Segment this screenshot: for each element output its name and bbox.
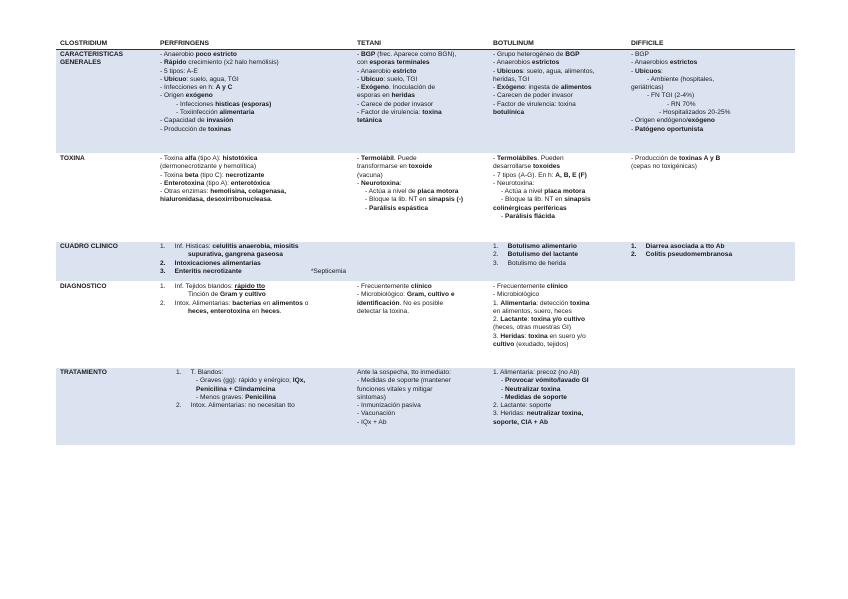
cell-line: identificación. No es posible: [357, 299, 444, 307]
cell-line: (vacuna): [357, 171, 383, 179]
cell-line: 2. Lactante: soporte: [493, 402, 552, 410]
table-cell: [156, 154, 353, 242]
cell-line: - Rápido crecimiento (x2 halo hemólisis): [160, 59, 279, 67]
cell-line: - Microbiológico: [493, 291, 540, 299]
header-cell: PERFRINGENS: [156, 36, 353, 50]
cell-line: - Carecen de poder invasor: [493, 92, 573, 100]
cell-line: - Vacunación: [357, 410, 395, 418]
table-cell: [627, 242, 795, 282]
cell-line: colinérgicas periféricas: [493, 204, 567, 212]
cell-line: soporte, CIA + Ab: [493, 418, 549, 426]
row-label: [56, 154, 156, 242]
cell-line: - Producción de toxinas: [160, 125, 232, 133]
cell-line: - Toxiinfección alimentaria: [176, 109, 255, 117]
cell-line: - Patógeno oportunista: [631, 125, 704, 133]
cell-line: - Ambiente (hospitales,: [647, 75, 715, 83]
table-row: [56, 154, 795, 242]
cell-line: Penicilina + Clindamicina: [196, 385, 276, 393]
cell-line: 1. Inf. Tejidos blandos: rápido tto: [160, 283, 266, 290]
header-cell: DIFFICILE: [627, 36, 795, 50]
cell-line: detectar la toxina.: [357, 307, 410, 315]
cell-line: desarrollarse toxoides: [493, 163, 561, 171]
table-cell: [353, 282, 489, 368]
table-cell: [627, 154, 795, 242]
cell-line: - Hospitalizados 20-25%: [659, 109, 731, 117]
row-label-line: CARACTERÍSTICAS: [60, 51, 124, 58]
cell-line: - Frecuentemente clínico: [493, 283, 568, 290]
cell-line: - Microbiológico: Gram, cultivo e: [357, 291, 455, 299]
row-label: [56, 50, 156, 154]
row-label: [56, 368, 156, 446]
header-cell: TETANI: [353, 36, 489, 50]
cell-line: - Anaerobios estrictos: [493, 59, 560, 67]
cell-line: - Bloque la lib. NT en sinapsis: [501, 196, 591, 204]
cell-line: - BGP (frec. Aparece como BGN),: [357, 51, 457, 58]
cell-line: - Medidas de soporte: [501, 393, 567, 401]
table-cell: [353, 154, 489, 242]
cell-line: 3. Enteritis necrotizante *Septicemia: [160, 267, 346, 275]
cell-line: - Toxina beta (tipo C): necrotizante: [160, 171, 265, 179]
cell-line: 2. Intox. Alimentarias: no necesitan tto: [176, 402, 295, 410]
cell-line: - 5 tipos: A-E: [160, 67, 198, 75]
cell-line: 3. Heridas: neutralizar toxina,: [493, 410, 584, 418]
cell-line: - Capacidad de invasión: [160, 117, 234, 125]
cell-line: funciones vitales y mitigar: [357, 385, 433, 393]
table-row: [56, 242, 795, 282]
cell-line: 1. Inf. Histicas: celulitis anaerobia, miositis: [160, 243, 299, 250]
cell-line: 2. Intoxicaciones alimentarias: [160, 259, 261, 267]
cell-line: - Infecciones en h: A y C: [160, 84, 233, 92]
table-row: [56, 368, 795, 446]
cell-line: - Anaerobio estricto: [357, 67, 417, 75]
cell-line: - BGP: [631, 51, 649, 58]
cell-line: - Neurotoxina:: [357, 179, 402, 187]
cell-line: - Actúa a nivel de placa motora: [365, 188, 459, 196]
cell-line: - Termolábiles. Pueden: [493, 155, 564, 162]
cell-line: Tinción de Gram y cultivo: [188, 291, 266, 299]
cell-line: - Menos graves: Penicilina: [196, 393, 276, 401]
row-label-line: CUADRO CLÍNICO: [60, 243, 118, 250]
cell-line: geriátricas): [631, 84, 664, 92]
cell-line: - Origen endógeno/exógeno: [631, 117, 715, 125]
cell-line: 1. Alimentaria: precoz (no Ab): [493, 369, 580, 376]
cell-line: - Actúa a nivel placa motora: [501, 188, 586, 196]
cell-line: - Grupo heterogéneo de BGP: [493, 51, 580, 58]
table-cell: [353, 368, 489, 446]
cell-line: - Exógeno. Inoculación de: [357, 84, 436, 92]
cell-line: (heces, otras muestras GI): [493, 324, 572, 332]
table-cell: [627, 282, 795, 368]
table-cell: [627, 368, 795, 446]
cell-line: - Medidas de soporte (mantener: [357, 377, 451, 385]
cell-line: - Inmunización pasiva: [357, 402, 421, 410]
cell-line: - Anaerobios estrictos: [631, 59, 698, 67]
cell-line: - Anaerobio poco estricto: [160, 51, 237, 58]
cell-line: - Frecuentemente clínico: [357, 283, 432, 290]
cell-line: - Graves (gg): rápido y enérgico; IQx,: [196, 377, 306, 385]
cell-line: - Enterotoxina (tipo A): enterotóxica: [160, 179, 270, 187]
table-cell: [489, 154, 627, 242]
table-cell: [489, 50, 627, 154]
cell-line: con esporas terminales: [357, 59, 430, 67]
cell-line: tetánica: [357, 117, 382, 125]
row-label-line: DIAGNÓSTICO: [60, 283, 107, 290]
cell-line: 3. Botulismo de herida: [493, 259, 566, 267]
table-cell: [156, 50, 353, 154]
row-label-line: TRATAMIENTO: [60, 369, 107, 376]
row-label: [56, 242, 156, 282]
cell-line: - Exógeno: ingesta de alimentos: [493, 84, 592, 92]
cell-line: (dermonecrotizante y hemolítica): [160, 163, 257, 171]
cell-line: heridas, TGI: [493, 75, 530, 83]
cell-line: - Factor de virulencia: toxina: [493, 100, 576, 108]
row-label-line: TOXINA: [60, 155, 85, 162]
cell-line: - FN TGI (2-4%): [647, 92, 695, 100]
cell-line: - Neutralizar toxina: [501, 385, 561, 393]
header-cell: CLOSTRIDIUM: [56, 36, 156, 50]
cell-line: - Provocar vómito/lavado GI: [501, 377, 589, 385]
cell-line: - Parálisis espástica: [365, 204, 429, 212]
table-cell: [489, 368, 627, 446]
table-row: [56, 50, 795, 154]
table-cell: [489, 242, 627, 282]
cell-line: - Infecciones histicas (esporas): [176, 100, 272, 108]
cell-line: 2. Colitis pseudomembranosa: [631, 251, 733, 259]
cell-line: - Factor de virulencia: toxina: [357, 109, 442, 117]
cell-line: - Carece de poder invasor: [357, 100, 434, 108]
table-cell: [353, 50, 489, 154]
cell-line: 3. Heridas: toxina en suero y/o: [493, 332, 586, 340]
cell-line: - IQx + Ab: [357, 418, 387, 426]
table-cell: [156, 282, 353, 368]
table-body: [56, 50, 795, 446]
cell-note: *Septicemia: [310, 267, 346, 275]
cell-line: - Termolábil. Puede: [357, 155, 417, 162]
cell-line: - Otras enzimas: hemolisina, colagenasa,: [160, 188, 287, 196]
cell-line: 2. Botulismo del lactante: [493, 251, 579, 259]
header-cell: BOTULINUM: [489, 36, 627, 50]
cell-line: - Ubicuos:: [631, 67, 663, 75]
table-cell: [627, 50, 795, 154]
cell-line: heces, enterotoxina en heces.: [188, 307, 282, 315]
cell-line: en alimentos, suero, heces: [493, 307, 572, 315]
cell-line: síntomas): [357, 393, 386, 401]
cell-line: - Ubicuo: suelo, agua, TGI: [160, 75, 239, 83]
table-cell: [156, 242, 353, 282]
cell-line: 1. Alimentaria: detección toxina: [493, 299, 590, 307]
cell-line: 1. Botulismo alimentario: [493, 243, 577, 250]
cell-line: - RN 70%: [667, 100, 696, 108]
cell-line: 2. Lactante: toxina y/o cultivo: [493, 316, 585, 324]
cell-line: transformarse en toxoide: [357, 163, 433, 171]
cell-line: - Ubicuo: suelo, TGI: [357, 75, 418, 83]
cell-line: cultivo (exudado, tejidos): [493, 341, 569, 349]
cell-line: - Toxina alfa (tipo A): histotóxica: [160, 155, 258, 162]
row-label-line: GENERALES: [60, 59, 102, 67]
cell-line: 1. T. Blandos:: [176, 369, 224, 376]
cell-line: - Ubicuos: suelo, agua, alimentos,: [493, 67, 595, 75]
table-cell: [489, 282, 627, 368]
cell-line: - Origen exógeno: [160, 92, 213, 100]
cell-line: Ante la sospecha, tto inmediato:: [357, 369, 451, 376]
table-cell: [156, 368, 353, 446]
cell-line: - 7 tipos (A-G). En h: A, B, E (F): [493, 171, 587, 179]
table-row: [56, 282, 795, 368]
table-cell: [353, 242, 489, 282]
cell-line: - Bloque la lib. NT en sinapsis (-): [365, 196, 464, 204]
cell-line: esporas en heridas: [357, 92, 415, 100]
cell-line: - Producción de toxinas A y B: [631, 155, 721, 162]
header-row: [56, 36, 795, 50]
cell-line: - Parálisis flácida: [501, 213, 555, 221]
cell-line: botulínica: [493, 109, 525, 117]
cell-line: hialuronidasa, desoxirribonucleasa.: [160, 196, 273, 204]
clostridium-table: [56, 36, 795, 446]
cell-line: supurativa, gangrena gaseosa: [188, 251, 283, 259]
cell-line: 1. Diarrea asociada a tto Ab: [631, 243, 725, 250]
row-label: [56, 282, 156, 368]
cell-line: (cepas no toxigénicas): [631, 163, 697, 171]
cell-line: - Neurotoxina:: [493, 179, 535, 187]
cell-line: 2. Intox. Alimentarias: bacterias en alimentos o: [160, 299, 309, 307]
